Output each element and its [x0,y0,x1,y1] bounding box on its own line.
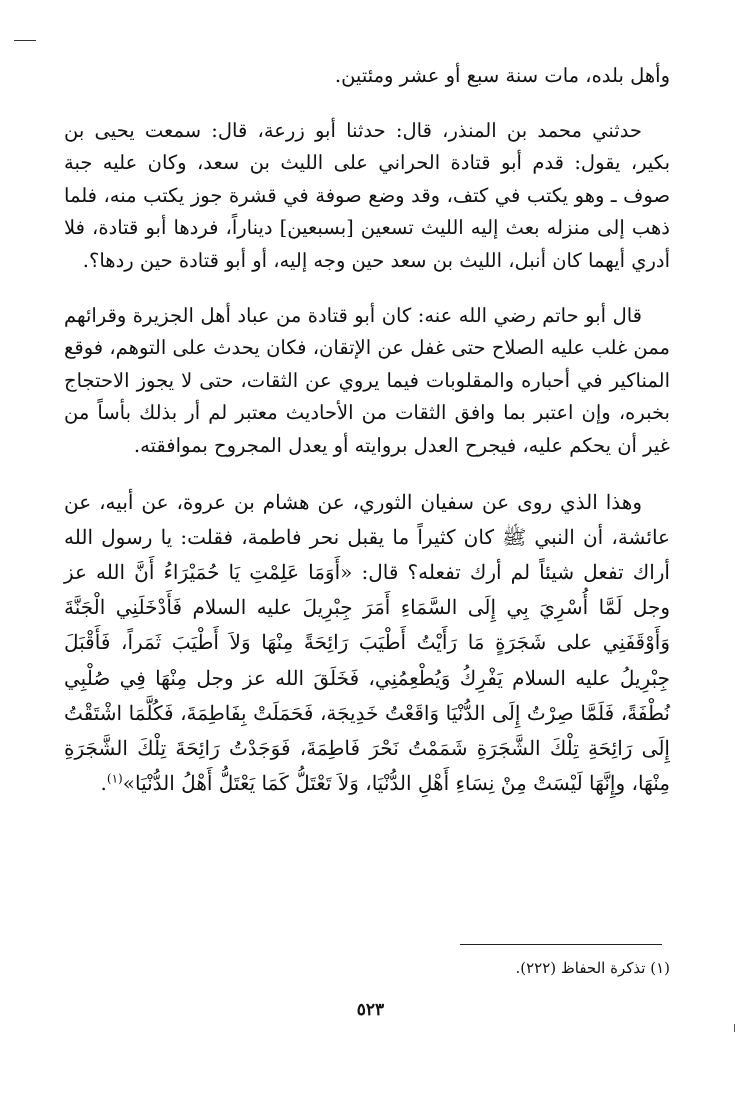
scan-edge-tick [734,1024,735,1032]
paragraph-abu-hatim-assessment: قال أبو حاتم رضي الله عنه: كان أبو قتادة من عباد أهل الجزيرة وقرائهم ممن غلب عليه الصلاح حتى غفل عن الإتقان، فكان يحدث على التوهم، فوقع المناكير في أحباره والمقلوبات فيما يروي عن الثقات، حتى لا يجوز الاحتجاج بخبره، وإن اعتبر بما وافق الثقات من الأحاديث معتبر لم أر بذلك بأساً من غير أن يحكم عليه، فيجرح العدل بروايته أو يعدل المجروح بموافقته. [64,303,670,457]
hadith-final-period: . [100,771,107,796]
page-body [64,60,670,801]
paragraph-abu-qatada-story: حدثني محمد بن المنذر، قال: حدثنا أبو زرعة، قال: سمعت يحيى بن بكير، يقول: قدم أبو قتادة الحراني على الليث بن سعد، وكان عليه جبة صوف ـ وهو يكتب في كتف، وقد وضع صوفة في قشرة جوز يكتب منه، فلما ذهب إلى منزله بعث إليه الليث تسعين [بسبعين] ديناراً، فردها أبو قتادة، فلا أدري أيهما كان أنبل، الليث بن سعد حين وجه إليه، أو أبو قتادة حين ردها؟. [64,118,670,272]
scan-corner-mark [14,40,36,41]
hadith-text: وهذا الذي روى عن سفيان الثوري، عن هشام بن عروة، عن أبيه، عن عائشة، أن النبي ﷺ كان كثيراً ما يقبل نحر فاطمة، فقلت: يا رسول الله أراك تفعل شيئاً لم أرك تفعله؟ قال: «أَوَمَا عَلِمْتِ يَا حُمَيْرَاءُ أَنَّ الله عز وجل لَمَّا أُسْرِيَ بِي إِلَى السَّمَاءِ أَمَرَ جِبْرِيلَ عليه السلام فَأَدْخَلَنِي الْجَنَّةَ وَأَوْقَفَنِي على شَجَرَةٍ مَا رَأَيْتُ أَطْيَبَ رَائِحَةً مِنْهَا وَلاَ أَطْيَبَ ثَمَراً، فَأَقْبَلَ جِبْرِيلُ عليه السلام يَفْرِكُ وَيُطْعِمُنِي، فَخَلَقَ الله عز وجل مِنْهَا فِي صُلْبِي نُطْفَةً، فَلَمَّا صِرْتُ إِلَى الدُّنْيَا وَاقَعْتُ خَدِيجَة، فَحَمَلَتْ بِفَاطِمَةَ، فَكُلَّمَا اشْتَقْتُ إِلَى رَائِحَةِ تِلْكَ الشَّجَرَةِ شَمَمْتُ نَحْرَ فَاطِمَةَ، فَوَجَدْتُ رَائِحَةَ تِلْكَ الشَّجَرَةِ مِنْهَا، وإِنَّهَا لَيْسَتْ مِنْ نِسَاءِ أَهْلِ الدُّنْيَا، وَلاَ تَعْتَلُّ كَمَا يَعْتَلُّ أَهْلُ الدُّنْيَا» [64,489,670,796]
paragraph-continuation: وأهل بلده، مات سنة سبع أو عشر ومئتين. [334,64,670,87]
footnote: (١) تذكرة الحفاظ (٢٢٢). [515,959,670,977]
footnote-reference: (١) [106,771,123,786]
footnote-divider [460,944,662,945]
paragraph-hadith [64,485,670,802]
page-number: ٥٢٣ [356,1000,385,1020]
